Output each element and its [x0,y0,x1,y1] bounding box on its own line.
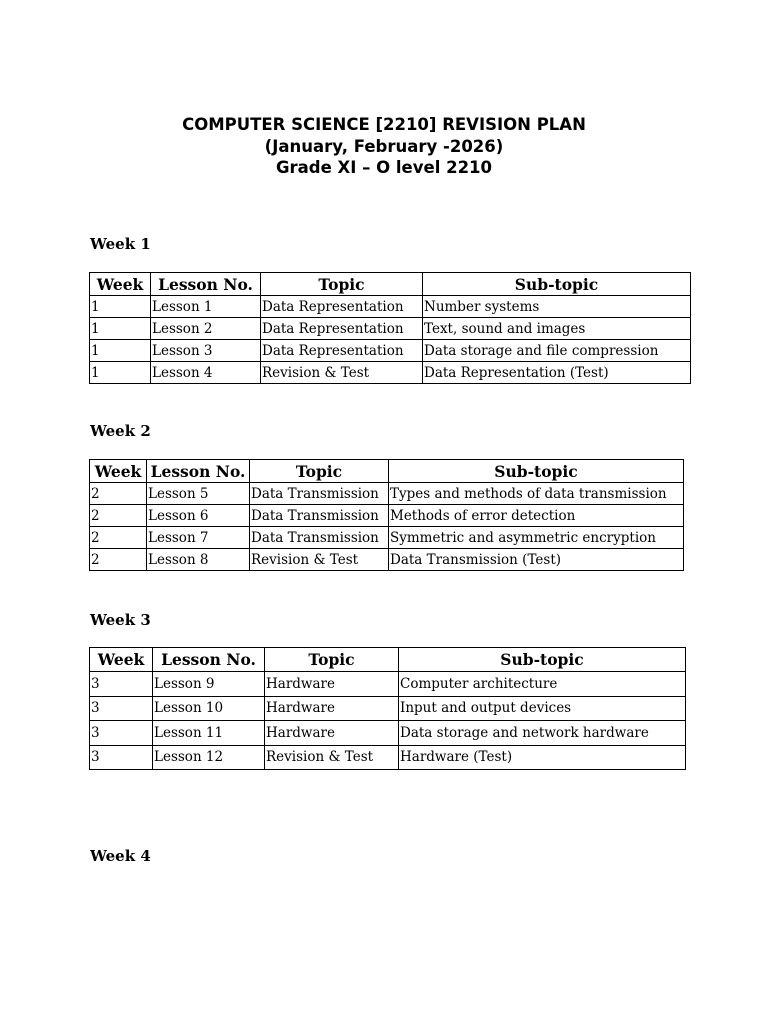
cell-sub-topic: Symmetric and asymmetric encryption [389,527,684,549]
document-title [0,114,768,179]
cell-topic: Data Representation [261,318,423,340]
cell-week: 1 [90,362,151,384]
cell-lesson: Lesson 6 [147,505,250,527]
cell-lesson: Lesson 7 [147,527,250,549]
table-row [90,672,686,697]
cell-sub-topic: Number systems [423,296,691,318]
cell-week: 3 [90,721,153,746]
cell-topic: Hardware [265,672,399,697]
header-topic: Topic [250,460,389,483]
table-row [90,362,691,384]
cell-topic: Data Transmission [250,527,389,549]
cell-topic: Data Transmission [250,505,389,527]
cell-sub-topic: Input and output devices [399,696,686,721]
cell-topic: Data Representation [261,340,423,362]
header-week: Week [90,460,147,483]
cell-week: 1 [90,296,151,318]
cell-lesson: Lesson 12 [153,745,265,770]
cell-week: 2 [90,549,147,571]
table-row [90,721,686,746]
header-lesson-no: Lesson No. [151,273,261,296]
table-row [90,745,686,770]
week-1-heading: Week 1 [90,235,151,253]
header-topic: Topic [265,648,399,672]
week-1-table [89,272,691,384]
cell-week: 2 [90,527,147,549]
table-row [90,483,684,505]
cell-lesson: Lesson 2 [151,318,261,340]
cell-sub-topic: Data Transmission (Test) [389,549,684,571]
table-row [90,549,684,571]
header-week: Week [90,648,153,672]
cell-week: 3 [90,696,153,721]
cell-sub-topic: Data Representation (Test) [423,362,691,384]
cell-lesson: Lesson 8 [147,549,250,571]
cell-topic: Data Transmission [250,483,389,505]
table-header-row [90,273,691,296]
cell-topic: Hardware [265,696,399,721]
cell-topic: Revision & Test [265,745,399,770]
header-sub-topic: Sub-topic [423,273,691,296]
header-week: Week [90,273,151,296]
cell-sub-topic: Data storage and file compression [423,340,691,362]
cell-lesson: Lesson 11 [153,721,265,746]
cell-lesson: Lesson 4 [151,362,261,384]
header-lesson-no: Lesson No. [153,648,265,672]
cell-lesson: Lesson 5 [147,483,250,505]
header-lesson-no: Lesson No. [147,460,250,483]
table-row [90,318,691,340]
table-row [90,505,684,527]
cell-sub-topic: Computer architecture [399,672,686,697]
cell-lesson: Lesson 9 [153,672,265,697]
cell-week: 3 [90,672,153,697]
cell-week: 2 [90,483,147,505]
cell-sub-topic: Data storage and network hardware [399,721,686,746]
cell-week: 3 [90,745,153,770]
table-row [90,340,691,362]
cell-lesson: Lesson 1 [151,296,261,318]
title-line-3: Grade XI – O level 2210 [275,158,493,177]
cell-lesson: Lesson 3 [151,340,261,362]
cell-sub-topic: Text, sound and images [423,318,691,340]
week-2-table [89,459,684,571]
cell-topic: Revision & Test [250,549,389,571]
week-3-table [89,647,686,770]
cell-week: 1 [90,340,151,362]
cell-lesson: Lesson 10 [153,696,265,721]
cell-week: 1 [90,318,151,340]
week-3-heading: Week 3 [90,611,151,629]
header-topic: Topic [261,273,423,296]
header-sub-topic: Sub-topic [389,460,684,483]
title-line-2: (January, February -2026) [264,136,504,156]
cell-sub-topic: Methods of error detection [389,505,684,527]
week-4-heading: Week 4 [90,847,151,865]
table-header-row [90,460,684,483]
table-row [90,296,691,318]
table-row [90,696,686,721]
cell-sub-topic: Hardware (Test) [399,745,686,770]
cell-topic: Hardware [265,721,399,746]
header-sub-topic: Sub-topic [399,648,686,672]
table-row [90,527,684,549]
week-2-heading: Week 2 [90,422,151,440]
title-line-1: COMPUTER SCIENCE [2210] REVISION PLAN [182,115,586,134]
cell-topic: Revision & Test [261,362,423,384]
cell-sub-topic: Types and methods of data transmission [389,483,684,505]
cell-topic: Data Representation [261,296,423,318]
table-header-row [90,648,686,672]
cell-week: 2 [90,505,147,527]
